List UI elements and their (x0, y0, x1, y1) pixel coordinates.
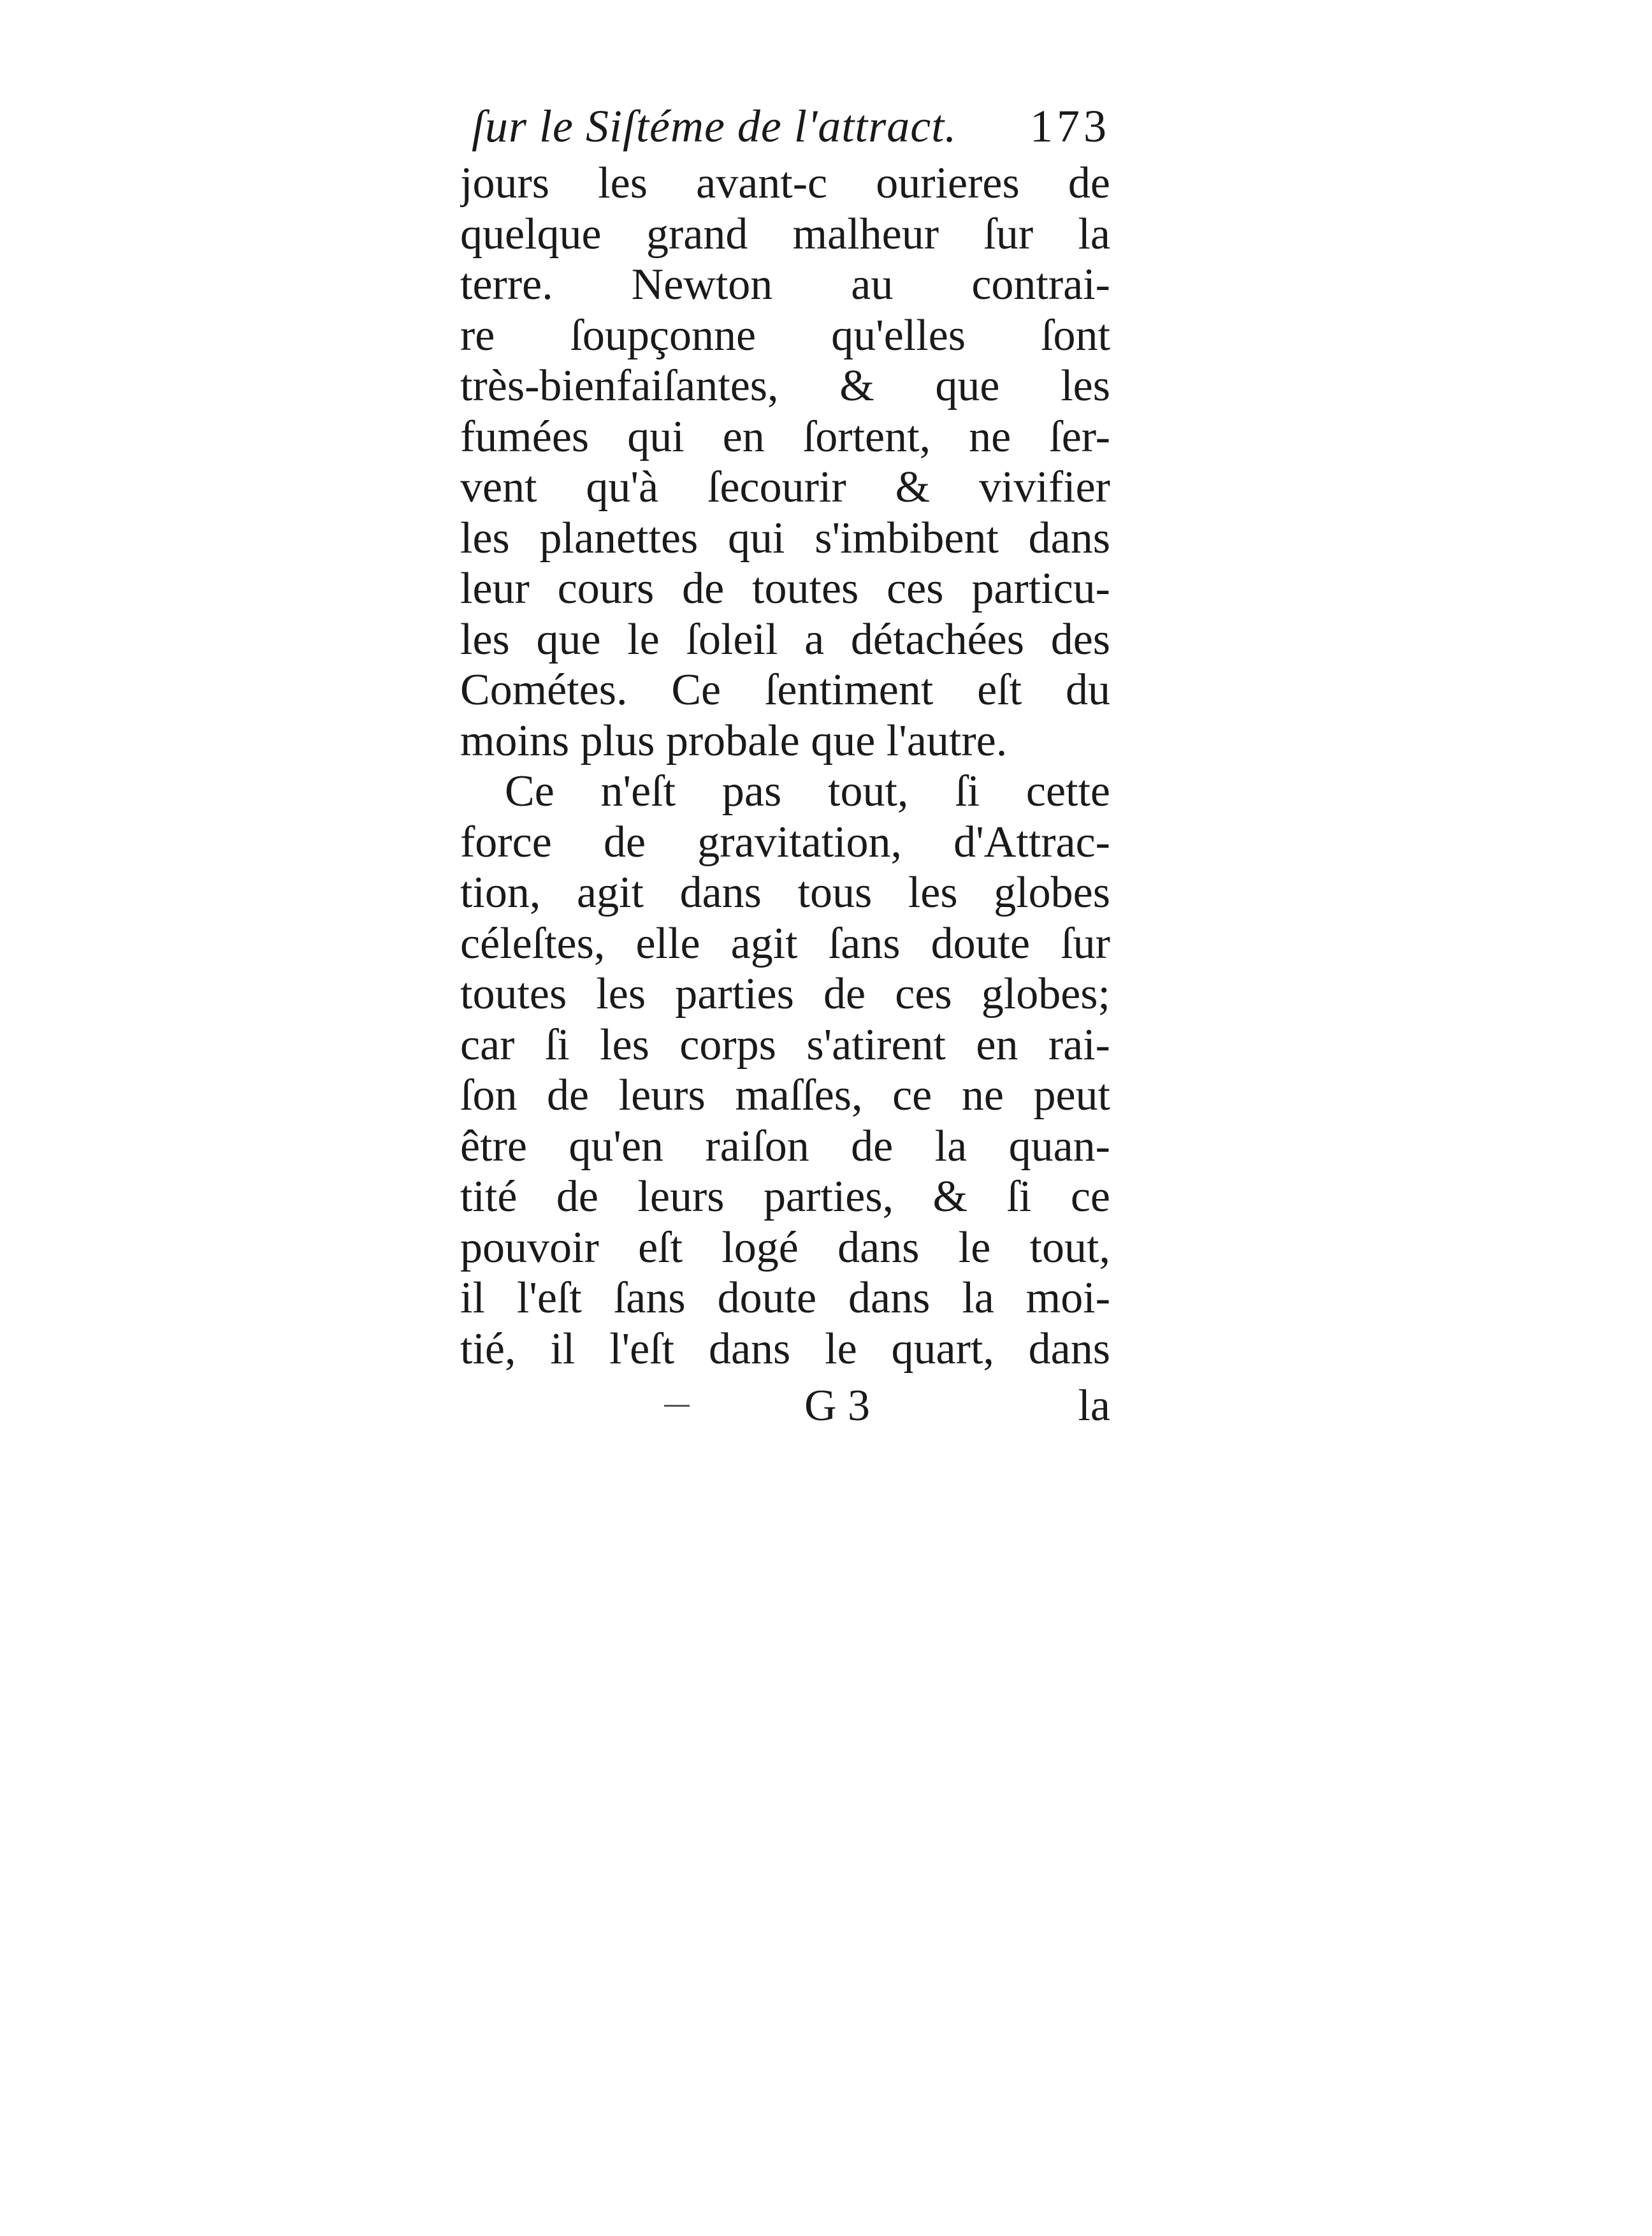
text-line: re ſoupçonne qu'elles ſont (460, 310, 1110, 360)
text-line: très-bienfaiſantes, & que les (460, 361, 1110, 410)
text-line: vent qu'à ſecourir & vivifier (460, 463, 1110, 512)
body-text (460, 158, 1110, 1374)
text-line: il l'eſt ſans doute dans la moi- (460, 1274, 1110, 1323)
text-line: ſon de leurs maſſes, ce ne peut (460, 1071, 1110, 1120)
text-line: car ſi les corps s'atirent en rai- (460, 1020, 1110, 1070)
signature-mark: G 3 (804, 1381, 871, 1430)
paragraph-start-line: Ce n'eſt pas tout, ſi cette (505, 767, 1110, 816)
text-line: force de gravitation, d'Attrac- (460, 817, 1110, 867)
text-line: moins plus probale que l'autre. (460, 716, 1008, 766)
text-line: quelque grand malheur ſur la (460, 209, 1110, 259)
text-line: Cométes. Ce ſentiment eſt du (460, 665, 1110, 715)
page-number: 173 (1030, 101, 1110, 152)
printer-dash-mark (664, 1405, 690, 1407)
text-line: pouvoir eſt logé dans le tout, (460, 1223, 1110, 1272)
text-line: leur cours de toutes ces particu- (460, 564, 1110, 613)
text-line: tité de leurs parties, & ſi ce (460, 1172, 1110, 1221)
page-header (460, 94, 1110, 158)
running-head: ſur le Siſtéme de l'attract. (472, 101, 957, 152)
text-line: terre. Newton au contrai- (460, 260, 1110, 309)
text-line: fumées qui en ſortent, ne ſer- (460, 412, 1110, 461)
catchword: la (1078, 1381, 1110, 1430)
text-line: les planettes qui s'imbibent dans (460, 513, 1110, 563)
text-line: toutes les parties de ces globes; (460, 969, 1110, 1019)
page-footer (460, 1374, 1110, 1438)
text-line: être qu'en raiſon de la quan- (460, 1121, 1110, 1171)
text-line: céleſtes, elle agit ſans doute ſur (460, 918, 1110, 968)
text-line: les que le ſoleil a détachées des (460, 614, 1110, 664)
text-line: jours les avant-c ourieres de (460, 159, 1110, 208)
text-line: tié, il l'eſt dans le quart, dans (460, 1324, 1110, 1374)
text-block (460, 94, 1110, 1438)
text-line: tion, agit dans tous les globes (460, 868, 1110, 917)
